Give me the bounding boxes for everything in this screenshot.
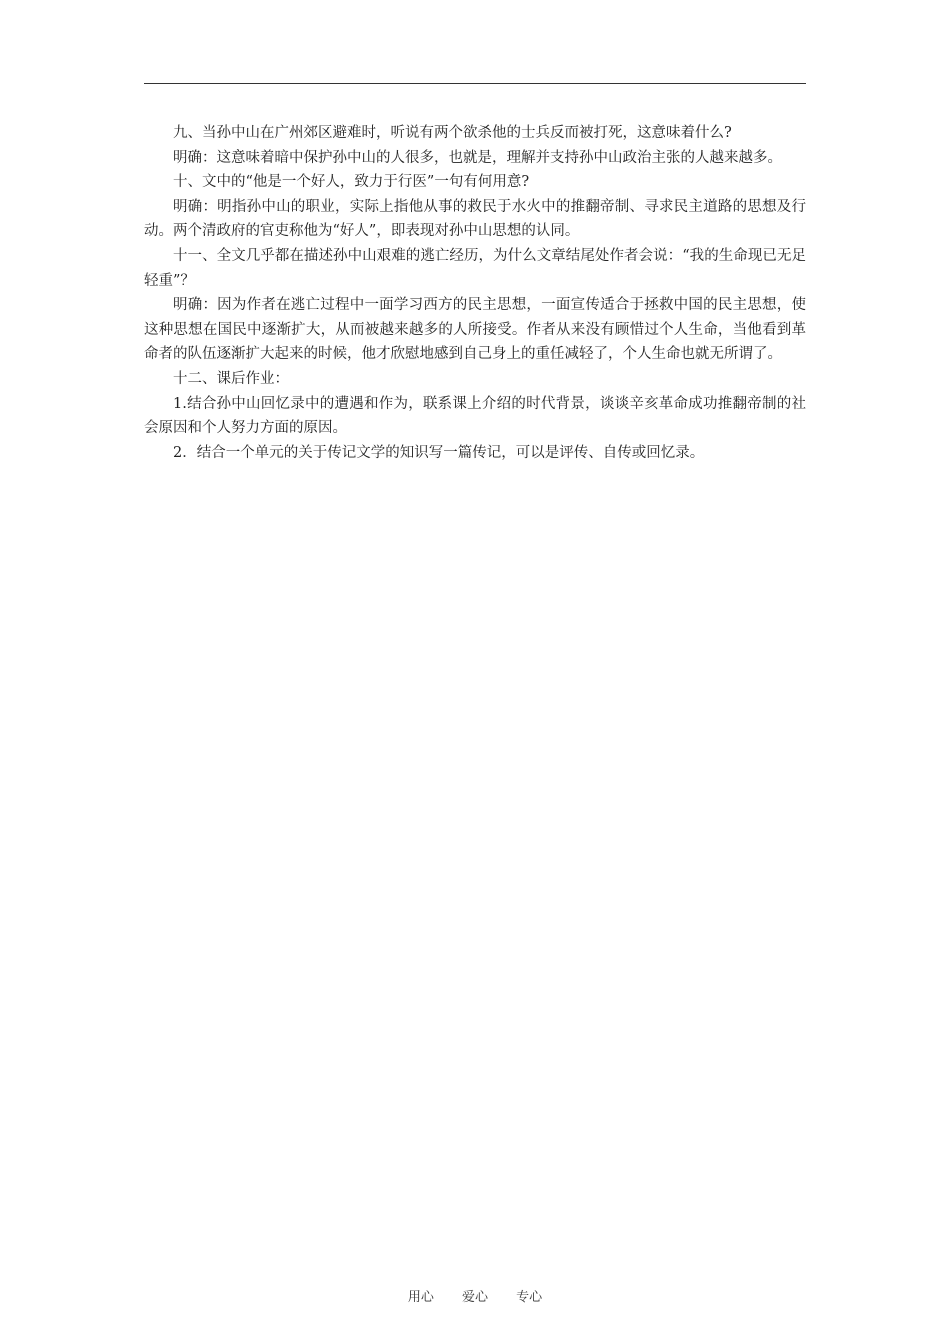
answer-10: 明确：明指孙中山的职业，实际上指他从事的救民于水火中的推翻帝制、寻求民主道路的思想及行动。两个清政府的官吏称他为“好人”，即表现对孙中山思想的认同。	[144, 198, 806, 240]
page-footer	[0, 1288, 950, 1308]
question-9: 九、当孙中山在广州郊区避难时，听说有两个欲杀他的士兵反而被打死，这意味着什么?	[173, 125, 732, 141]
homework-heading: 十二、课后作业：	[173, 370, 289, 387]
homework-item-1: 1.结合孙中山回忆录中的遭遇和作为，联系课上介绍的时代背景，谈谈辛亥革命成功推翻帝制的社会原因和个人努力方面的原因。	[144, 395, 806, 437]
document-body	[144, 121, 806, 465]
footer-word-3: 专心	[516, 1290, 543, 1305]
homework-item-2: 2．结合一个单元的关于传记文学的知识写一篇传记，可以是评传、自传或回忆录。	[173, 444, 705, 461]
question-10: 十、文中的“他是一个好人，致力于行医”一句有何用意?	[173, 174, 530, 191]
footer-word-1: 用心	[407, 1290, 434, 1305]
answer-11: 明确：因为作者在逃亡过程中一面学习西方的民主思想，一面宣传适合于拯救中国的民主思想，使这种思想在国民中逐渐扩大，从而被越来越多的人所接受。作者从来没有顾惜过个人生命，当他看到革命者的队伍逐渐扩大起来的时候，他才欣慰地感到自己身上的重任减轻了，个人生命也就无所谓了。	[144, 297, 806, 363]
question-11: 十一、全文几乎都在描述孙中山艰难的逃亡经历，为什么文章结尾处作者会说：“我的生命现已无足轻重”？	[144, 247, 806, 289]
footer-word-2: 爱心	[461, 1290, 488, 1305]
header-rule	[144, 83, 806, 84]
answer-9: 明确：这意味着暗中保护孙中山的人很多，也就是，理解并支持孙中山政治主张的人越来越多。	[173, 149, 782, 166]
